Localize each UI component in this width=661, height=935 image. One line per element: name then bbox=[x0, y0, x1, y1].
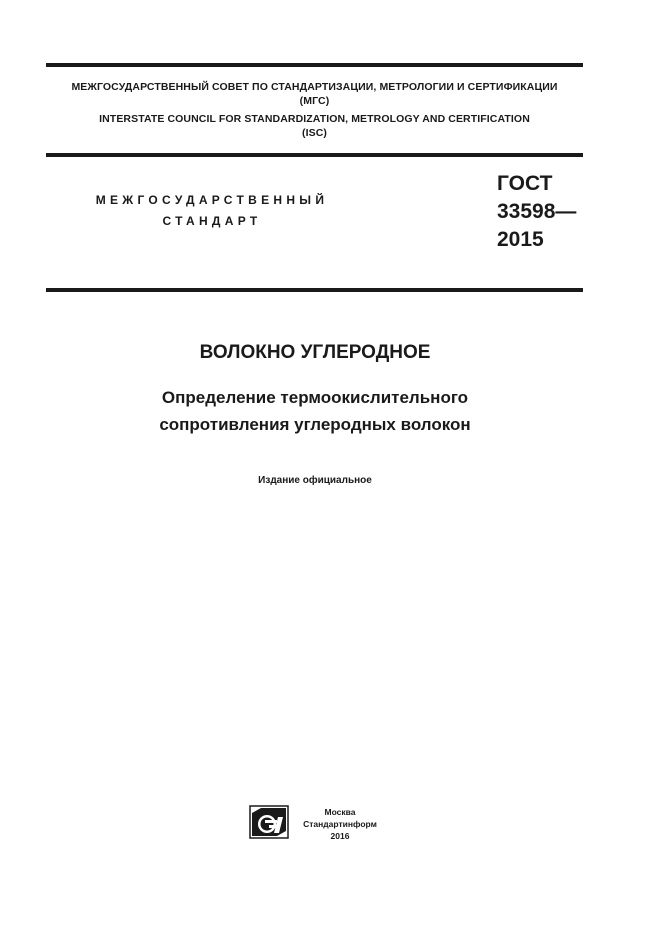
council-en-name: INTERSTATE COUNCIL FOR STANDARDIZATION, METROLOGY AND CERTIFICATION bbox=[99, 113, 530, 125]
gost-prefix: ГОСТ bbox=[497, 172, 553, 195]
publisher-year: 2016 bbox=[330, 831, 350, 841]
gost-code: 33598— bbox=[497, 200, 577, 223]
bottom-rule bbox=[46, 288, 583, 292]
council-ru-name: МЕЖГОСУДАРСТВЕННЫЙ СОВЕТ ПО СТАНДАРТИЗАЦИИ, МЕТРОЛОГИИ И СЕРТИФИКАЦИИ bbox=[71, 81, 558, 93]
publisher-name: Стандартинформ bbox=[303, 819, 377, 829]
standard-label-line2: СТАНДАРТ bbox=[162, 214, 262, 228]
top-rule bbox=[46, 63, 583, 67]
middle-rule bbox=[46, 153, 583, 157]
subtitle-line1: Определение термоокислительного bbox=[161, 388, 469, 407]
subtitle-line2: сопротивления углеродных волокон bbox=[159, 415, 471, 434]
document-title: ВОЛОКНО УГЛЕРОДНОЕ bbox=[199, 342, 431, 363]
gost-number bbox=[497, 170, 576, 254]
edition-note: Издание официальное bbox=[258, 475, 372, 486]
standard-label bbox=[62, 190, 362, 232]
council-ru-abbr: (МГС) bbox=[299, 95, 330, 107]
council-en bbox=[46, 112, 583, 140]
council-ru bbox=[46, 80, 583, 108]
standartinform-logo-icon bbox=[249, 805, 289, 839]
document-subtitle bbox=[0, 384, 630, 438]
gost-year: 2015 bbox=[497, 228, 544, 251]
standard-label-line1: МЕЖГОСУДАРСТВЕННЫЙ bbox=[95, 193, 329, 207]
publisher-imprint bbox=[300, 806, 380, 842]
publisher-city: Москва bbox=[324, 807, 356, 817]
council-en-abbr: (ISC) bbox=[302, 127, 327, 139]
